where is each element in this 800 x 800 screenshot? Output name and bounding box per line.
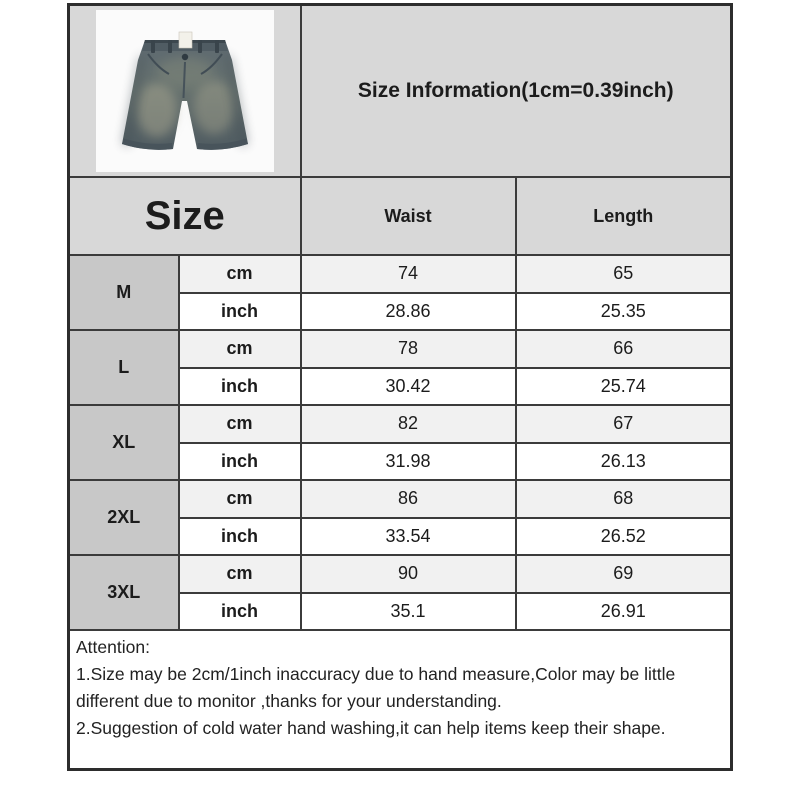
unit-label-inch: inch — [179, 443, 301, 481]
size-label-3xl: 3XL — [69, 555, 179, 630]
table-row-l-cm — [69, 330, 732, 368]
unit-label-inch: inch — [179, 293, 301, 331]
waist-inch-value: 31.98 — [301, 443, 516, 481]
size-chart-sheet — [67, 3, 733, 771]
waist-cm-value: 82 — [301, 405, 516, 443]
size-table — [67, 3, 733, 771]
header-row — [69, 177, 732, 255]
column-header-waist: Waist — [301, 177, 516, 255]
length-inch-value: 26.52 — [516, 518, 732, 556]
column-header-size: Size — [69, 177, 301, 255]
product-image-cell — [69, 5, 301, 178]
length-inch-value: 26.13 — [516, 443, 732, 481]
unit-label-cm: cm — [179, 555, 301, 593]
table-row-3xl-cm — [69, 555, 732, 593]
unit-label-cm: cm — [179, 330, 301, 368]
attention-heading: Attention: — [76, 637, 150, 657]
length-cm-value: 67 — [516, 405, 732, 443]
size-label-xl: XL — [69, 405, 179, 480]
length-cm-value: 65 — [516, 255, 732, 293]
waist-cm-value: 74 — [301, 255, 516, 293]
length-inch-value: 25.74 — [516, 368, 732, 406]
unit-label-inch: inch — [179, 518, 301, 556]
length-inch-value: 26.91 — [516, 593, 732, 631]
waist-inch-value: 28.86 — [301, 293, 516, 331]
unit-label-cm: cm — [179, 405, 301, 443]
attention-note-2: 2.Suggestion of cold water hand washing,it can help items keep their shape. — [76, 718, 666, 738]
unit-label-inch: inch — [179, 593, 301, 631]
waist-cm-value: 90 — [301, 555, 516, 593]
waist-inch-value: 33.54 — [301, 518, 516, 556]
unit-label-cm: cm — [179, 480, 301, 518]
banner-row — [69, 5, 732, 178]
size-label-l: L — [69, 330, 179, 405]
table-row-xl-cm — [69, 405, 732, 443]
denim-shorts-image — [96, 10, 274, 172]
waist-cm-value: 78 — [301, 330, 516, 368]
column-header-length: Length — [516, 177, 732, 255]
attention-row — [69, 630, 732, 770]
attention-cell — [69, 630, 732, 770]
length-inch-value: 25.35 — [516, 293, 732, 331]
size-label-2xl: 2XL — [69, 480, 179, 555]
length-cm-value: 69 — [516, 555, 732, 593]
unit-label-inch: inch — [179, 368, 301, 406]
length-cm-value: 66 — [516, 330, 732, 368]
attention-note-1: 1.Size may be 2cm/1inch inaccuracy due to hand measure,Color may be little different due to monitor ,thanks for your understanding. — [76, 664, 676, 711]
unit-label-cm: cm — [179, 255, 301, 293]
waist-inch-value: 35.1 — [301, 593, 516, 631]
waist-inch-value: 30.42 — [301, 368, 516, 406]
size-label-m: M — [69, 255, 179, 330]
product-photo — [96, 10, 274, 172]
length-cm-value: 68 — [516, 480, 732, 518]
waist-cm-value: 86 — [301, 480, 516, 518]
table-row-m-cm — [69, 255, 732, 293]
size-information-title: Size Information(1cm=0.39inch) — [301, 5, 732, 178]
table-row-2xl-cm — [69, 480, 732, 518]
